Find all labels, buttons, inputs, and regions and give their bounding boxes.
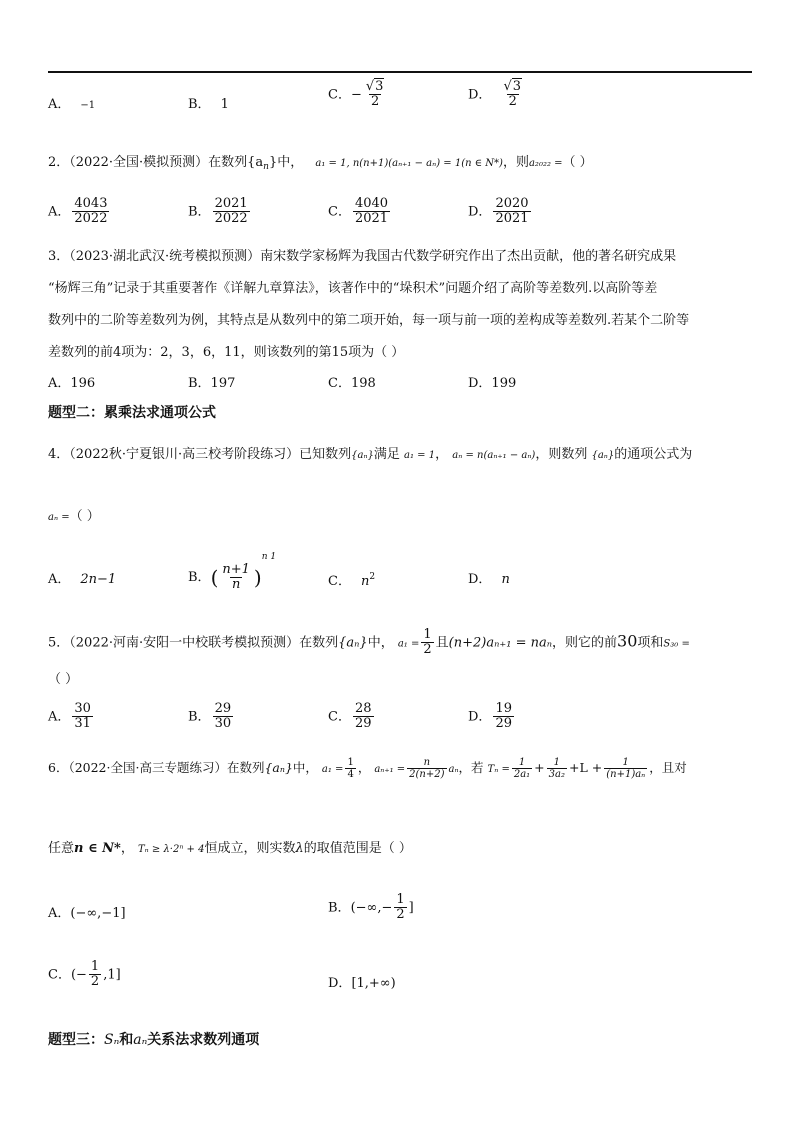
q6-option-c[interactable]: C．(− $\frac{1}{2}$ ,1]	[48, 959, 121, 990]
q4-stem: 4．（2022秋·宁夏银川·高三校考阶段练习）已知数列{aₙ}满足 a₁ = 1， aₙ = n(aₙ₊₁ − aₙ)，则数列 {aₙ}的通项公式为	[48, 447, 693, 462]
header-rule	[48, 71, 752, 73]
section-heading-3: 题型三：Sₙ和aₙ关系法求数列通项	[48, 1032, 260, 1048]
section-heading-2: 题型二：累乘法求通项公式	[48, 405, 216, 421]
q5-option-a[interactable]: A． $\frac{30}{31}$	[48, 701, 91, 732]
q5-option-b[interactable]: B． $\frac{29}{30}$	[188, 701, 232, 732]
q2-option-c[interactable]: C． $\frac{4040}{2021}$	[328, 196, 389, 227]
q6-stem-cont: 任意n ∈ N*， Tₙ ≥ λ·2ⁿ + 4恒成立，则实数λ的取值范围是（ ）	[48, 841, 412, 856]
q3-option-a[interactable]: A．196	[48, 376, 96, 391]
q1-option-c[interactable]: C．− $\frac{√3}{2}$	[328, 79, 384, 110]
q1-option-a[interactable]: A． −1	[48, 97, 96, 112]
q4-stem-cont: aₙ =（ ）	[48, 509, 100, 524]
q4-option-d[interactable]: D． n	[468, 572, 510, 587]
q1-option-b[interactable]: B． 1	[188, 97, 229, 112]
q4-option-b[interactable]: B．( $\frac{n+1}{n}$ )$^{n 1}$	[188, 552, 277, 592]
q1-option-d[interactable]: D． $\frac{√3}{2}$	[468, 79, 522, 110]
q3-option-c[interactable]: C．198	[328, 376, 376, 391]
q3-option-d[interactable]: D．199	[468, 376, 517, 391]
q2-option-b[interactable]: B． $\frac{2021}{2022}$	[188, 196, 248, 227]
q2-stem: 2．（2022·全国·模拟预测）在数列$\{a_n\}$中， a₁ = 1, n(n+1)(aₙ₊₁ − aₙ) = 1(n ∈ N*)，则a₂₀₂₂ =（ ）	[48, 155, 593, 172]
q3-stem: 3．（2023·湖北武汉·统考模拟预测）南宋数学家杨辉为我国古代数学研究作出了杰出贡献，他的著名研究成果 “杨辉三角”记录于其重要著作《详解九章算法》，该著作中的“垛积术”问题介绍了高阶等差数列.以高阶等差 数列中的二阶等差数列为例，其特点是从数列中的第二项开始，每一项与前一项的差构成等差数列.若某个二阶等 差数列的前4项为：2，3，6，11，则该数列的第15项为（ ）	[48, 249, 690, 360]
q6-option-a[interactable]: A．(−∞,−1]	[48, 906, 126, 921]
q2-option-d[interactable]: D． $\frac{2020}{2021}$	[468, 196, 529, 227]
q5-stem: 5．（2022·河南·安阳一中校联考模拟预测）在数列{aₙ}中， a₁ = $\frac{1}{2}$ 且(n+2)aₙ₊₁ = naₙ，则它的前30项和S₃₀ =	[48, 627, 690, 658]
q6-stem: 6．（2022·全国·高三专题练习）在数列{aₙ}中， a₁ = $\frac{1}{4}$ ， aₙ₊₁ = $\frac{n}{2(n+2)}$ aₙ，若 Tₙ = $\frac{1}{\text{2a₁}}$ + $\frac{1}{\text{3a₂}}$ +L + $\frac{1}{\text{(n+1)aₙ}}$ ，且对	[48, 757, 687, 780]
q2-option-a[interactable]: A． $\frac{4043}{2022}$	[48, 196, 108, 227]
q5-option-c[interactable]: C． $\frac{28}{29}$	[328, 701, 372, 732]
q6-option-d[interactable]: D．[1,+∞)	[328, 976, 396, 991]
q4-option-a[interactable]: A． 2n−1	[48, 572, 117, 587]
q5-option-d[interactable]: D． $\frac{19}{29}$	[468, 701, 512, 732]
q5-paren: （ ）	[48, 672, 79, 687]
q6-option-b[interactable]: B．(−∞,− $\frac{1}{2}$ ]	[328, 892, 414, 923]
q4-option-c[interactable]: C． $n^2$	[328, 572, 376, 589]
q3-option-b[interactable]: B．197	[188, 376, 236, 391]
